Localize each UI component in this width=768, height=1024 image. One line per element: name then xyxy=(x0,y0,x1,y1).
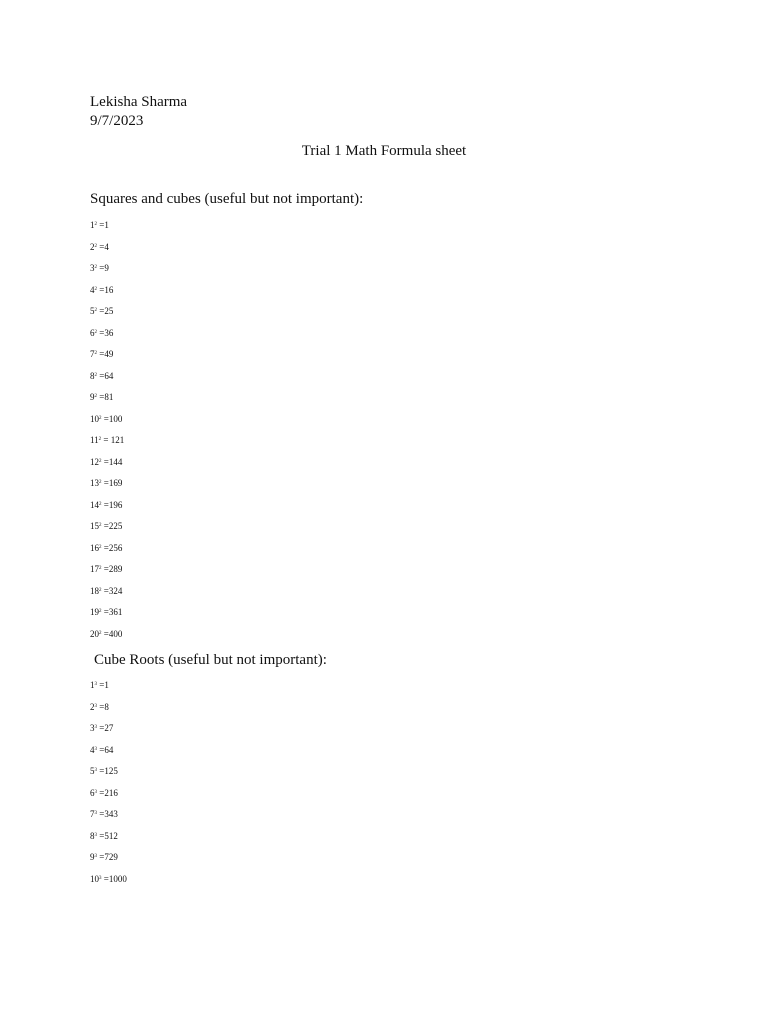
formula-exponent: 2 xyxy=(98,437,102,442)
cubes-item xyxy=(90,701,127,723)
squares-heading: Squares and cubes (useful but not important): xyxy=(90,191,364,207)
formula-exponent: 2 xyxy=(99,587,102,593)
squares-item xyxy=(90,219,124,241)
cubes-item xyxy=(90,830,127,852)
formula-result: =512 xyxy=(97,830,118,841)
formula-base: 6 xyxy=(90,327,95,338)
formula-base: 7 xyxy=(90,349,95,359)
formula-exponent: 2 xyxy=(99,480,102,485)
formula-result: =324 xyxy=(101,585,123,596)
squares-item xyxy=(90,606,124,628)
formula-result: =8 xyxy=(97,701,109,712)
formula-exponent: 2 xyxy=(99,630,102,636)
squares-item xyxy=(90,413,124,435)
cubes-list xyxy=(90,679,127,894)
formula-base: 5 xyxy=(90,306,95,316)
formula-base: 11 xyxy=(90,435,99,445)
cubes-item xyxy=(90,873,127,895)
formula-exponent: 2 xyxy=(94,308,97,313)
formula-base: 12 xyxy=(90,456,99,467)
cubes-item xyxy=(90,808,127,830)
formula-exponent: 3 xyxy=(94,832,97,838)
formula-exponent: 3 xyxy=(94,811,97,816)
squares-item xyxy=(90,499,124,521)
formula-base: 8 xyxy=(90,830,95,841)
squares-item xyxy=(90,456,124,478)
formula-exponent: 3 xyxy=(94,854,97,859)
squares-item xyxy=(90,305,124,327)
formula-exponent: 3 xyxy=(99,875,102,881)
formula-base: 5 xyxy=(90,766,95,776)
formula-result: =81 xyxy=(97,392,114,402)
squares-item xyxy=(90,241,124,263)
formula-result: =1000 xyxy=(101,873,127,884)
formula-exponent: 3 xyxy=(94,703,97,709)
squares-item xyxy=(90,327,124,349)
formula-base: 16 xyxy=(90,542,99,553)
formula-base: 1 xyxy=(90,680,95,690)
formula-exponent: 2 xyxy=(99,458,102,464)
formula-result: =400 xyxy=(101,628,123,639)
cubes-item xyxy=(90,851,127,873)
formula-base: 6 xyxy=(90,787,95,798)
formula-result: =289 xyxy=(101,564,123,574)
formula-result: =27 xyxy=(97,723,114,733)
formula-base: 2 xyxy=(90,241,95,252)
squares-item xyxy=(90,434,124,456)
formula-result: =49 xyxy=(97,349,114,359)
formula-base: 17 xyxy=(90,564,99,574)
formula-result: = 121 xyxy=(101,435,125,445)
formula-result: =25 xyxy=(97,306,114,316)
formula-base: 15 xyxy=(90,521,99,531)
formula-exponent: 3 xyxy=(94,768,97,773)
formula-result: =1 xyxy=(97,680,109,690)
formula-result: =225 xyxy=(101,521,123,531)
formula-result: =4 xyxy=(97,241,109,252)
formula-result: =256 xyxy=(101,542,123,553)
formula-exponent: 3 xyxy=(94,725,97,730)
formula-base: 18 xyxy=(90,585,99,596)
formula-exponent: 2 xyxy=(99,566,102,571)
cubes-item xyxy=(90,722,127,744)
squares-item xyxy=(90,628,124,650)
formula-result: =343 xyxy=(97,809,118,819)
formula-base: 7 xyxy=(90,809,95,819)
formula-base: 1 xyxy=(90,220,95,230)
squares-item xyxy=(90,262,124,284)
formula-exponent: 2 xyxy=(99,523,102,528)
formula-exponent: 2 xyxy=(94,351,97,356)
formula-base: 8 xyxy=(90,370,95,381)
formula-exponent: 2 xyxy=(99,501,102,507)
formula-exponent: 2 xyxy=(94,286,97,292)
squares-item xyxy=(90,370,124,392)
formula-base: 2 xyxy=(90,701,95,712)
formula-result: =216 xyxy=(97,787,118,798)
cubes-item xyxy=(90,765,127,787)
formula-result: =64 xyxy=(97,370,114,381)
squares-list xyxy=(90,219,124,649)
formula-exponent: 3 xyxy=(94,746,97,752)
cubes-heading: Cube Roots (useful but not important): xyxy=(94,652,327,668)
formula-base: 4 xyxy=(90,284,95,295)
formula-base: 14 xyxy=(90,499,99,510)
formula-result: =16 xyxy=(97,284,114,295)
formula-base: 10 xyxy=(90,413,99,424)
formula-result: =100 xyxy=(101,413,123,424)
squares-item xyxy=(90,284,124,306)
formula-result: =144 xyxy=(101,456,123,467)
document-title: Trial 1 Math Formula sheet xyxy=(301,143,467,159)
squares-item xyxy=(90,542,124,564)
squares-item xyxy=(90,477,124,499)
formula-result: =1 xyxy=(97,220,109,230)
formula-base: 9 xyxy=(90,852,95,862)
squares-item xyxy=(90,585,124,607)
formula-base: 10 xyxy=(90,873,99,884)
formula-result: =36 xyxy=(97,327,114,338)
formula-base: 19 xyxy=(90,607,99,617)
squares-item xyxy=(90,563,124,585)
formula-base: 9 xyxy=(90,392,95,402)
document-date: 9/7/2023 xyxy=(90,113,144,129)
author-name: Lekisha Sharma xyxy=(90,94,188,110)
formula-exponent: 3 xyxy=(94,789,97,795)
formula-exponent: 2 xyxy=(94,329,97,335)
formula-result: =361 xyxy=(101,607,123,617)
formula-exponent: 2 xyxy=(99,544,102,550)
formula-exponent: 2 xyxy=(94,265,97,270)
squares-item xyxy=(90,520,124,542)
formula-result: =196 xyxy=(101,499,123,510)
cubes-item xyxy=(90,744,127,766)
formula-base: 20 xyxy=(90,628,99,639)
formula-base: 13 xyxy=(90,478,99,488)
cubes-item xyxy=(90,787,127,809)
formula-base: 3 xyxy=(90,723,95,733)
formula-exponent: 2 xyxy=(94,243,97,249)
formula-result: =125 xyxy=(97,766,118,776)
squares-item xyxy=(90,391,124,413)
formula-exponent: 2 xyxy=(94,372,97,378)
formula-exponent: 2 xyxy=(99,415,102,421)
formula-result: =729 xyxy=(97,852,118,862)
formula-exponent: 2 xyxy=(94,222,97,227)
formula-base: 3 xyxy=(90,263,95,273)
formula-result: =169 xyxy=(101,478,123,488)
formula-result: =9 xyxy=(97,263,109,273)
squares-item xyxy=(90,348,124,370)
cubes-item xyxy=(90,679,127,701)
formula-result: =64 xyxy=(97,744,114,755)
formula-exponent: 3 xyxy=(94,682,97,687)
formula-exponent: 2 xyxy=(94,394,97,399)
formula-base: 4 xyxy=(90,744,95,755)
formula-exponent: 2 xyxy=(99,609,102,614)
